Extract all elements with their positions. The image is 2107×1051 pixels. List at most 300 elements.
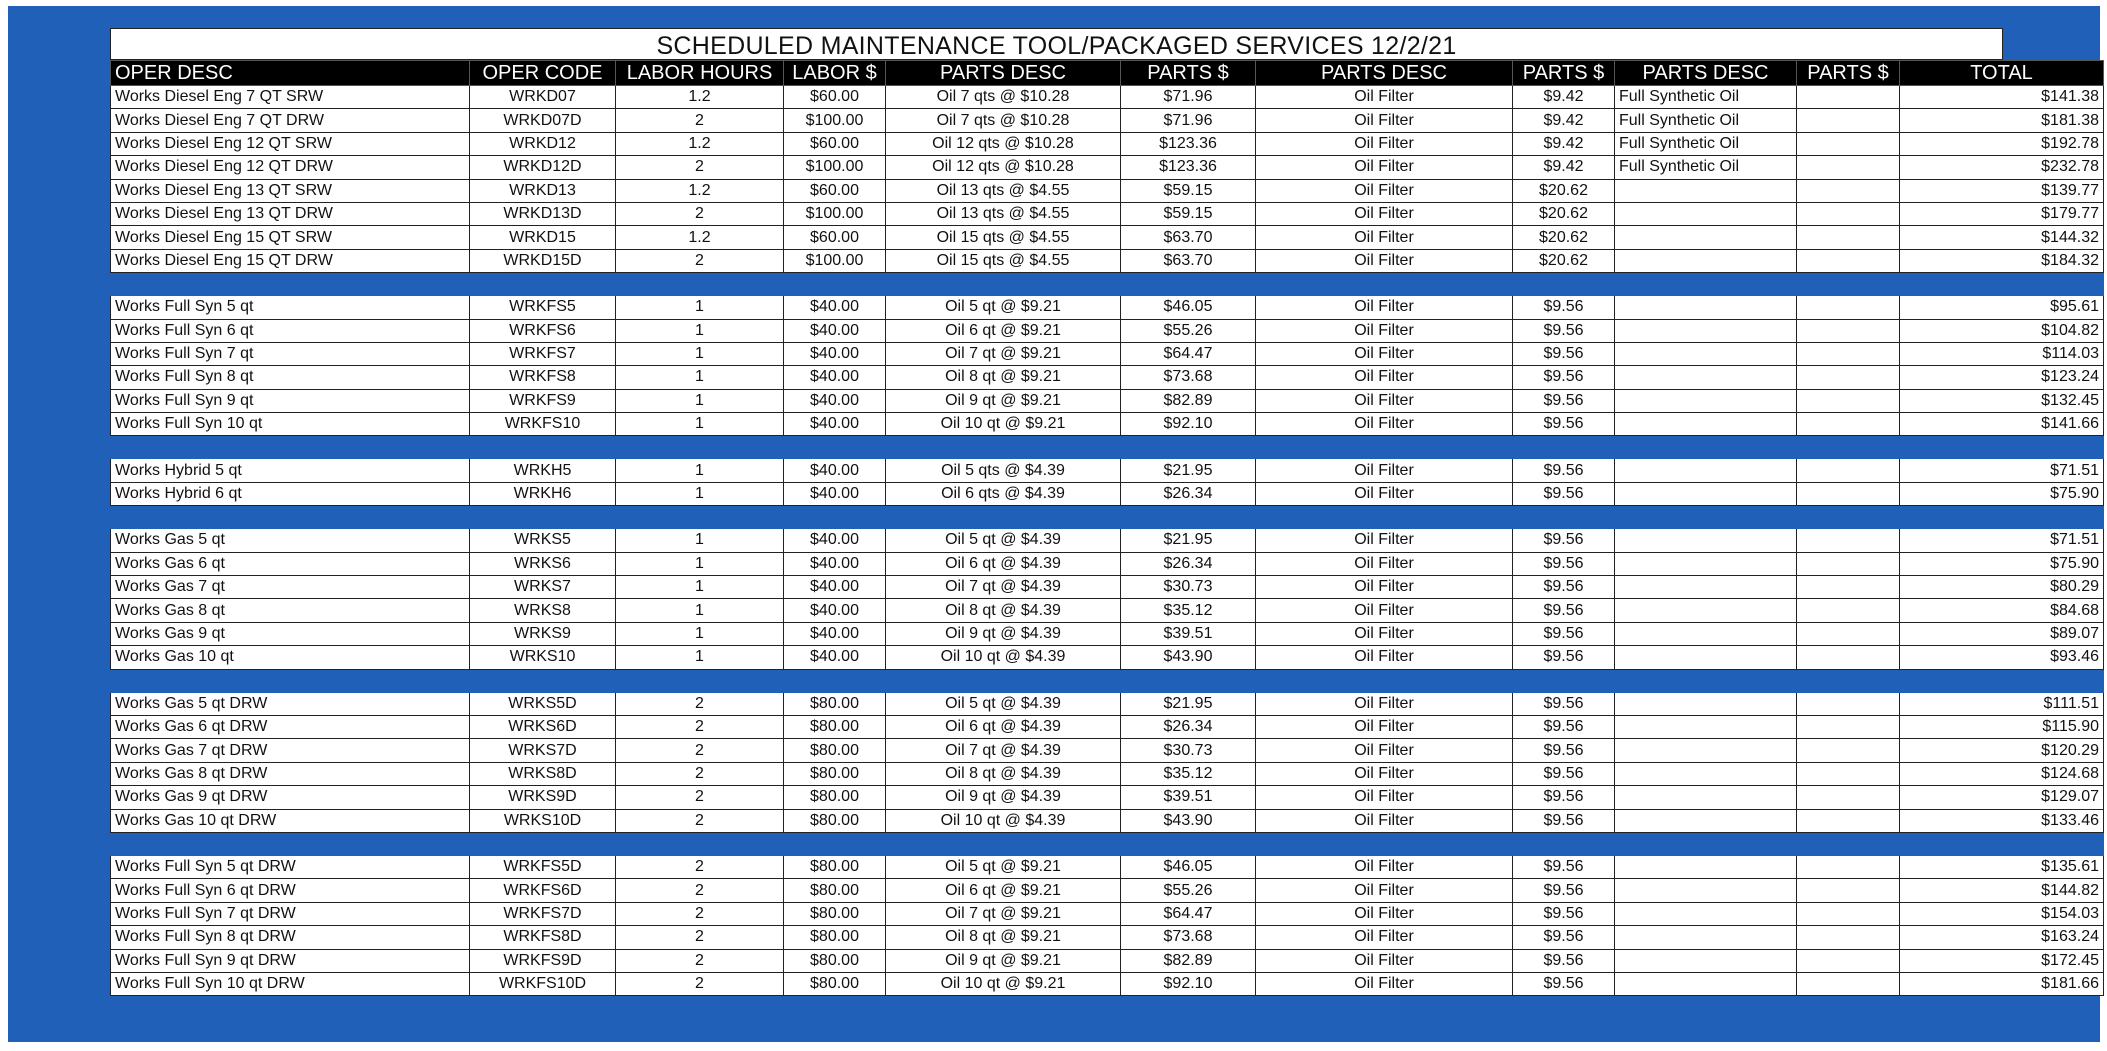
cell-labor-hours: 2: [616, 786, 784, 809]
cell-oper-desc: Works Full Syn 8 qt: [111, 366, 470, 389]
cell-labor-hours: 2: [616, 879, 784, 902]
cell-parts-cost-3: [1797, 249, 1900, 272]
cell-labor-hours: 1.2: [616, 132, 784, 155]
cell-total: $80.29: [1900, 576, 2104, 599]
cell-parts-desc-1: Oil 8 qt @ $9.21: [886, 926, 1121, 949]
cell-parts-cost-2: $9.56: [1513, 296, 1615, 319]
col-parts-desc-1: PARTS DESC: [886, 61, 1121, 86]
cell-parts-desc-2: Oil Filter: [1256, 132, 1513, 155]
cell-parts-desc-3: [1615, 692, 1797, 715]
cell-labor-cost: $40.00: [784, 482, 886, 505]
cell-labor-hours: 1: [616, 552, 784, 575]
cell-parts-cost-1: $35.12: [1121, 762, 1256, 785]
table-row: [111, 739, 2104, 762]
cell-oper-code: WRKFS6: [470, 319, 616, 342]
cell-parts-cost-2: $9.42: [1513, 86, 1615, 109]
table-row: [111, 972, 2104, 995]
cell-parts-cost-3: [1797, 482, 1900, 505]
cell-parts-cost-2: $9.56: [1513, 622, 1615, 645]
cell-parts-desc-3: [1615, 179, 1797, 202]
cell-parts-desc-1: Oil 15 qts @ $4.55: [886, 226, 1121, 249]
cell-oper-desc: Works Diesel Eng 12 QT SRW: [111, 132, 470, 155]
cell-parts-cost-2: $9.56: [1513, 762, 1615, 785]
cell-oper-desc: Works Full Syn 5 qt: [111, 296, 470, 319]
cell-labor-hours: 2: [616, 972, 784, 995]
table-row: [111, 622, 2104, 645]
cell-parts-cost-3: [1797, 692, 1900, 715]
cell-parts-cost-2: $9.42: [1513, 109, 1615, 132]
cell-oper-desc: Works Full Syn 7 qt: [111, 342, 470, 365]
cell-oper-code: WRKS5: [470, 529, 616, 552]
cell-labor-cost: $80.00: [784, 902, 886, 925]
separator-cell: [111, 669, 2104, 692]
cell-parts-cost-1: $63.70: [1121, 226, 1256, 249]
table-row: [111, 715, 2104, 738]
cell-parts-desc-2: Oil Filter: [1256, 809, 1513, 832]
cell-total: $95.61: [1900, 296, 2104, 319]
group-separator: [111, 669, 2104, 692]
cell-labor-hours: 1: [616, 389, 784, 412]
cell-parts-desc-2: Oil Filter: [1256, 366, 1513, 389]
cell-parts-cost-3: [1797, 132, 1900, 155]
cell-oper-code: WRKD13D: [470, 202, 616, 225]
cell-labor-cost: $40.00: [784, 366, 886, 389]
cell-parts-cost-3: [1797, 646, 1900, 669]
cell-parts-cost-3: [1797, 576, 1900, 599]
cell-total: $141.38: [1900, 86, 2104, 109]
cell-labor-hours: 1.2: [616, 179, 784, 202]
cell-parts-desc-3: [1615, 786, 1797, 809]
cell-total: $75.90: [1900, 552, 2104, 575]
cell-parts-desc-1: Oil 9 qt @ $9.21: [886, 949, 1121, 972]
cell-oper-desc: Works Diesel Eng 15 QT SRW: [111, 226, 470, 249]
cell-total: $184.32: [1900, 249, 2104, 272]
cell-labor-cost: $80.00: [784, 879, 886, 902]
table-row: [111, 786, 2104, 809]
cell-parts-desc-3: [1615, 646, 1797, 669]
cell-parts-cost-3: [1797, 413, 1900, 436]
cell-parts-cost-1: $43.90: [1121, 809, 1256, 832]
cell-oper-code: WRKS10D: [470, 809, 616, 832]
cell-oper-code: WRKD12D: [470, 156, 616, 179]
cell-labor-cost: $80.00: [784, 972, 886, 995]
cell-labor-hours: 2: [616, 949, 784, 972]
cell-oper-desc: Works Diesel Eng 13 QT SRW: [111, 179, 470, 202]
cell-total: $139.77: [1900, 179, 2104, 202]
cell-parts-cost-1: $63.70: [1121, 249, 1256, 272]
group-separator: [111, 273, 2104, 296]
table-row: [111, 342, 2104, 365]
cell-total: $75.90: [1900, 482, 2104, 505]
cell-oper-desc: Works Gas 8 qt DRW: [111, 762, 470, 785]
cell-labor-hours: 2: [616, 809, 784, 832]
cell-parts-desc-1: Oil 9 qt @ $9.21: [886, 389, 1121, 412]
cell-parts-cost-2: $20.62: [1513, 179, 1615, 202]
cell-parts-desc-2: Oil Filter: [1256, 949, 1513, 972]
cell-oper-desc: Works Diesel Eng 13 QT DRW: [111, 202, 470, 225]
cell-parts-cost-1: $21.95: [1121, 529, 1256, 552]
cell-parts-desc-2: Oil Filter: [1256, 319, 1513, 342]
cell-oper-code: WRKFS5: [470, 296, 616, 319]
cell-parts-desc-1: Oil 13 qts @ $4.55: [886, 202, 1121, 225]
col-parts-cost-3: PARTS $: [1797, 61, 1900, 86]
cell-oper-code: WRKFS7D: [470, 902, 616, 925]
cell-parts-cost-1: $64.47: [1121, 902, 1256, 925]
cell-labor-cost: $40.00: [784, 576, 886, 599]
cell-labor-cost: $40.00: [784, 529, 886, 552]
cell-oper-desc: Works Full Syn 8 qt DRW: [111, 926, 470, 949]
separator-cell: [111, 506, 2104, 529]
cell-total: $172.45: [1900, 949, 2104, 972]
cell-parts-desc-3: [1615, 926, 1797, 949]
cell-labor-hours: 2: [616, 855, 784, 878]
cell-parts-cost-3: [1797, 949, 1900, 972]
table-row: [111, 879, 2104, 902]
cell-labor-cost: $80.00: [784, 809, 886, 832]
cell-total: $104.82: [1900, 319, 2104, 342]
cell-total: $154.03: [1900, 902, 2104, 925]
cell-labor-hours: 1: [616, 529, 784, 552]
cell-parts-desc-2: Oil Filter: [1256, 599, 1513, 622]
cell-oper-code: WRKFS5D: [470, 855, 616, 878]
cell-oper-code: WRKH5: [470, 459, 616, 482]
cell-oper-desc: Works Gas 7 qt DRW: [111, 739, 470, 762]
cell-parts-cost-1: $71.96: [1121, 109, 1256, 132]
cell-parts-cost-3: [1797, 972, 1900, 995]
table-row: [111, 296, 2104, 319]
cell-parts-desc-1: Oil 12 qts @ $10.28: [886, 156, 1121, 179]
cell-total: $84.68: [1900, 599, 2104, 622]
cell-labor-cost: $60.00: [784, 226, 886, 249]
cell-parts-cost-2: $9.56: [1513, 482, 1615, 505]
cell-labor-hours: 1: [616, 296, 784, 319]
table-row: [111, 926, 2104, 949]
cell-parts-cost-1: $21.95: [1121, 459, 1256, 482]
table-row: [111, 646, 2104, 669]
cell-parts-desc-1: Oil 5 qt @ $4.39: [886, 692, 1121, 715]
cell-parts-desc-3: [1615, 715, 1797, 738]
cell-total: $114.03: [1900, 342, 2104, 365]
cell-parts-desc-1: Oil 7 qts @ $10.28: [886, 86, 1121, 109]
cell-labor-hours: 1: [616, 342, 784, 365]
cell-parts-desc-1: Oil 6 qt @ $4.39: [886, 715, 1121, 738]
cell-labor-hours: 2: [616, 249, 784, 272]
cell-parts-desc-3: [1615, 249, 1797, 272]
cell-total: $181.66: [1900, 972, 2104, 995]
table-row: [111, 202, 2104, 225]
table-body: [111, 86, 2104, 996]
cell-parts-cost-1: $73.68: [1121, 366, 1256, 389]
cell-total: $144.82: [1900, 879, 2104, 902]
cell-parts-cost-1: $26.34: [1121, 482, 1256, 505]
cell-parts-desc-2: Oil Filter: [1256, 692, 1513, 715]
table-row: [111, 482, 2104, 505]
cell-parts-cost-3: [1797, 715, 1900, 738]
cell-parts-cost-1: $35.12: [1121, 599, 1256, 622]
cell-parts-cost-3: [1797, 342, 1900, 365]
cell-parts-desc-2: Oil Filter: [1256, 855, 1513, 878]
cell-parts-desc-2: Oil Filter: [1256, 646, 1513, 669]
cell-parts-desc-2: Oil Filter: [1256, 86, 1513, 109]
cell-parts-cost-2: $20.62: [1513, 202, 1615, 225]
table-row: [111, 529, 2104, 552]
cell-parts-desc-1: Oil 6 qts @ $4.39: [886, 482, 1121, 505]
cell-parts-desc-3: Full Synthetic Oil: [1615, 86, 1797, 109]
cell-parts-cost-1: $39.51: [1121, 622, 1256, 645]
maintenance-sheet: [110, 28, 2099, 996]
cell-parts-desc-3: [1615, 949, 1797, 972]
cell-parts-cost-2: $9.56: [1513, 786, 1615, 809]
cell-oper-code: WRKS8D: [470, 762, 616, 785]
cell-parts-cost-1: $39.51: [1121, 786, 1256, 809]
cell-oper-code: WRKD07: [470, 86, 616, 109]
cell-parts-desc-2: Oil Filter: [1256, 972, 1513, 995]
cell-oper-code: WRKS7D: [470, 739, 616, 762]
cell-labor-hours: 1: [616, 646, 784, 669]
cell-oper-code: WRKFS6D: [470, 879, 616, 902]
cell-parts-desc-1: Oil 10 qt @ $4.39: [886, 809, 1121, 832]
cell-parts-cost-3: [1797, 86, 1900, 109]
cell-parts-desc-1: Oil 13 qts @ $4.55: [886, 179, 1121, 202]
cell-parts-desc-3: [1615, 296, 1797, 319]
cell-labor-cost: $40.00: [784, 389, 886, 412]
cell-oper-desc: Works Hybrid 6 qt: [111, 482, 470, 505]
cell-parts-desc-2: Oil Filter: [1256, 226, 1513, 249]
cell-labor-cost: $80.00: [784, 715, 886, 738]
cell-parts-cost-3: [1797, 366, 1900, 389]
table-row: [111, 692, 2104, 715]
cell-labor-cost: $40.00: [784, 342, 886, 365]
cell-parts-cost-2: $9.56: [1513, 715, 1615, 738]
header-row: [111, 61, 2104, 86]
col-oper-desc: OPER DESC: [111, 61, 470, 86]
cell-oper-desc: Works Hybrid 5 qt: [111, 459, 470, 482]
cell-parts-cost-2: $9.42: [1513, 132, 1615, 155]
cell-labor-hours: 2: [616, 902, 784, 925]
cell-labor-cost: $100.00: [784, 202, 886, 225]
cell-labor-cost: $40.00: [784, 459, 886, 482]
cell-parts-cost-1: $92.10: [1121, 413, 1256, 436]
cell-parts-cost-2: $20.62: [1513, 249, 1615, 272]
cell-total: $179.77: [1900, 202, 2104, 225]
cell-parts-cost-2: $9.56: [1513, 389, 1615, 412]
cell-parts-desc-1: Oil 9 qt @ $4.39: [886, 786, 1121, 809]
cell-labor-hours: 2: [616, 739, 784, 762]
cell-labor-cost: $100.00: [784, 109, 886, 132]
cell-oper-desc: Works Gas 6 qt DRW: [111, 715, 470, 738]
cell-parts-desc-2: Oil Filter: [1256, 389, 1513, 412]
cell-parts-cost-1: $59.15: [1121, 179, 1256, 202]
cell-total: $132.45: [1900, 389, 2104, 412]
cell-oper-code: WRKFS9: [470, 389, 616, 412]
cell-labor-cost: $40.00: [784, 622, 886, 645]
cell-oper-desc: Works Full Syn 6 qt: [111, 319, 470, 342]
cell-oper-desc: Works Full Syn 10 qt DRW: [111, 972, 470, 995]
separator-cell: [111, 832, 2104, 855]
cell-parts-cost-2: $9.56: [1513, 366, 1615, 389]
cell-parts-desc-1: Oil 6 qt @ $9.21: [886, 319, 1121, 342]
cell-parts-desc-3: Full Synthetic Oil: [1615, 132, 1797, 155]
cell-parts-cost-3: [1797, 529, 1900, 552]
cell-labor-hours: 1: [616, 459, 784, 482]
cell-oper-code: WRKD15D: [470, 249, 616, 272]
cell-oper-desc: Works Full Syn 9 qt: [111, 389, 470, 412]
cell-parts-desc-3: [1615, 202, 1797, 225]
cell-parts-desc-3: [1615, 366, 1797, 389]
cell-oper-code: WRKS5D: [470, 692, 616, 715]
table-row: [111, 949, 2104, 972]
cell-oper-desc: Works Diesel Eng 15 QT DRW: [111, 249, 470, 272]
cell-parts-cost-2: $9.56: [1513, 342, 1615, 365]
cell-parts-desc-2: Oil Filter: [1256, 762, 1513, 785]
table-row: [111, 366, 2104, 389]
cell-labor-hours: 1.2: [616, 86, 784, 109]
cell-total: $111.51: [1900, 692, 2104, 715]
cell-parts-desc-2: Oil Filter: [1256, 413, 1513, 436]
cell-parts-cost-1: $55.26: [1121, 319, 1256, 342]
cell-parts-cost-3: [1797, 622, 1900, 645]
cell-parts-cost-3: [1797, 599, 1900, 622]
cell-parts-cost-2: $9.56: [1513, 646, 1615, 669]
cell-parts-desc-1: Oil 8 qt @ $4.39: [886, 762, 1121, 785]
cell-parts-desc-2: Oil Filter: [1256, 459, 1513, 482]
cell-oper-desc: Works Full Syn 10 qt: [111, 413, 470, 436]
cell-total: $133.46: [1900, 809, 2104, 832]
table-row: [111, 599, 2104, 622]
cell-parts-cost-1: $21.95: [1121, 692, 1256, 715]
cell-parts-cost-1: $30.73: [1121, 739, 1256, 762]
col-parts-desc-3: PARTS DESC: [1615, 61, 1797, 86]
cell-parts-desc-2: Oil Filter: [1256, 179, 1513, 202]
cell-labor-cost: $80.00: [784, 855, 886, 878]
cell-parts-desc-3: [1615, 482, 1797, 505]
cell-total: $232.78: [1900, 156, 2104, 179]
table-row: [111, 902, 2104, 925]
cell-parts-cost-2: $9.56: [1513, 529, 1615, 552]
cell-parts-desc-1: Oil 5 qt @ $4.39: [886, 529, 1121, 552]
cell-parts-desc-1: Oil 12 qts @ $10.28: [886, 132, 1121, 155]
cell-parts-desc-2: Oil Filter: [1256, 622, 1513, 645]
cell-labor-cost: $40.00: [784, 413, 886, 436]
cell-total: $163.24: [1900, 926, 2104, 949]
cell-parts-desc-3: [1615, 459, 1797, 482]
cell-labor-hours: 1: [616, 319, 784, 342]
cell-parts-desc-1: Oil 5 qt @ $9.21: [886, 855, 1121, 878]
cell-parts-cost-2: $9.56: [1513, 319, 1615, 342]
cell-parts-cost-2: $9.56: [1513, 459, 1615, 482]
col-labor-cost: LABOR $: [784, 61, 886, 86]
cell-parts-cost-2: $9.56: [1513, 902, 1615, 925]
cell-parts-desc-3: Full Synthetic Oil: [1615, 156, 1797, 179]
cell-oper-desc: Works Gas 10 qt DRW: [111, 809, 470, 832]
separator-cell: [111, 273, 2104, 296]
cell-oper-desc: Works Gas 6 qt: [111, 552, 470, 575]
cell-oper-code: WRKFS7: [470, 342, 616, 365]
cell-parts-cost-3: [1797, 786, 1900, 809]
cell-total: $135.61: [1900, 855, 2104, 878]
cell-parts-desc-2: Oil Filter: [1256, 109, 1513, 132]
cell-parts-desc-2: Oil Filter: [1256, 715, 1513, 738]
cell-parts-cost-1: $92.10: [1121, 972, 1256, 995]
cell-total: $71.51: [1900, 529, 2104, 552]
cell-total: $123.24: [1900, 366, 2104, 389]
cell-parts-desc-1: Oil 9 qt @ $4.39: [886, 622, 1121, 645]
table-row: [111, 389, 2104, 412]
cell-parts-desc-2: Oil Filter: [1256, 576, 1513, 599]
cell-total: $141.66: [1900, 413, 2104, 436]
cell-oper-desc: Works Gas 8 qt: [111, 599, 470, 622]
cell-parts-desc-3: Full Synthetic Oil: [1615, 109, 1797, 132]
cell-parts-desc-3: [1615, 809, 1797, 832]
cell-parts-desc-2: Oil Filter: [1256, 902, 1513, 925]
cell-parts-desc-1: Oil 8 qt @ $9.21: [886, 366, 1121, 389]
group-separator: [111, 436, 2104, 459]
cell-parts-cost-1: $26.34: [1121, 552, 1256, 575]
cell-oper-code: WRKS6D: [470, 715, 616, 738]
cell-oper-code: WRKD12: [470, 132, 616, 155]
cell-parts-cost-3: [1797, 389, 1900, 412]
cell-oper-code: WRKD07D: [470, 109, 616, 132]
cell-oper-code: WRKFS10: [470, 413, 616, 436]
cell-labor-cost: $40.00: [784, 296, 886, 319]
cell-labor-cost: $60.00: [784, 86, 886, 109]
cell-parts-cost-2: $9.56: [1513, 739, 1615, 762]
table-row: [111, 86, 2104, 109]
cell-labor-cost: $40.00: [784, 599, 886, 622]
col-total: TOTAL: [1900, 61, 2104, 86]
cell-parts-cost-3: [1797, 202, 1900, 225]
cell-oper-code: WRKFS8D: [470, 926, 616, 949]
cell-parts-desc-3: [1615, 739, 1797, 762]
cell-labor-hours: 2: [616, 762, 784, 785]
cell-total: $124.68: [1900, 762, 2104, 785]
cell-parts-cost-2: $9.56: [1513, 552, 1615, 575]
cell-total: $115.90: [1900, 715, 2104, 738]
cell-labor-hours: 1: [616, 622, 784, 645]
cell-oper-code: WRKH6: [470, 482, 616, 505]
cell-parts-cost-1: $46.05: [1121, 855, 1256, 878]
cell-parts-cost-1: $64.47: [1121, 342, 1256, 365]
cell-parts-cost-3: [1797, 319, 1900, 342]
cell-labor-hours: 1: [616, 482, 784, 505]
cell-parts-cost-2: $20.62: [1513, 226, 1615, 249]
cell-parts-desc-3: [1615, 855, 1797, 878]
table-row: [111, 552, 2104, 575]
cell-parts-cost-3: [1797, 762, 1900, 785]
cell-parts-desc-1: Oil 6 qt @ $9.21: [886, 879, 1121, 902]
cell-labor-cost: $100.00: [784, 156, 886, 179]
cell-parts-desc-3: [1615, 319, 1797, 342]
cell-parts-cost-3: [1797, 879, 1900, 902]
table-row: [111, 132, 2104, 155]
cell-parts-desc-3: [1615, 389, 1797, 412]
col-parts-cost-2: PARTS $: [1513, 61, 1615, 86]
cell-parts-cost-3: [1797, 109, 1900, 132]
cell-oper-desc: Works Diesel Eng 7 QT SRW: [111, 86, 470, 109]
cell-parts-desc-3: [1615, 902, 1797, 925]
cell-oper-desc: Works Full Syn 5 qt DRW: [111, 855, 470, 878]
cell-total: $192.78: [1900, 132, 2104, 155]
table-row: [111, 249, 2104, 272]
cell-oper-desc: Works Diesel Eng 7 QT DRW: [111, 109, 470, 132]
cell-parts-cost-3: [1797, 855, 1900, 878]
table-row: [111, 319, 2104, 342]
cell-parts-desc-2: Oil Filter: [1256, 202, 1513, 225]
cell-labor-hours: 1: [616, 413, 784, 436]
cell-parts-desc-1: Oil 7 qt @ $9.21: [886, 902, 1121, 925]
cell-parts-cost-2: $9.56: [1513, 599, 1615, 622]
cell-parts-cost-2: $9.56: [1513, 576, 1615, 599]
